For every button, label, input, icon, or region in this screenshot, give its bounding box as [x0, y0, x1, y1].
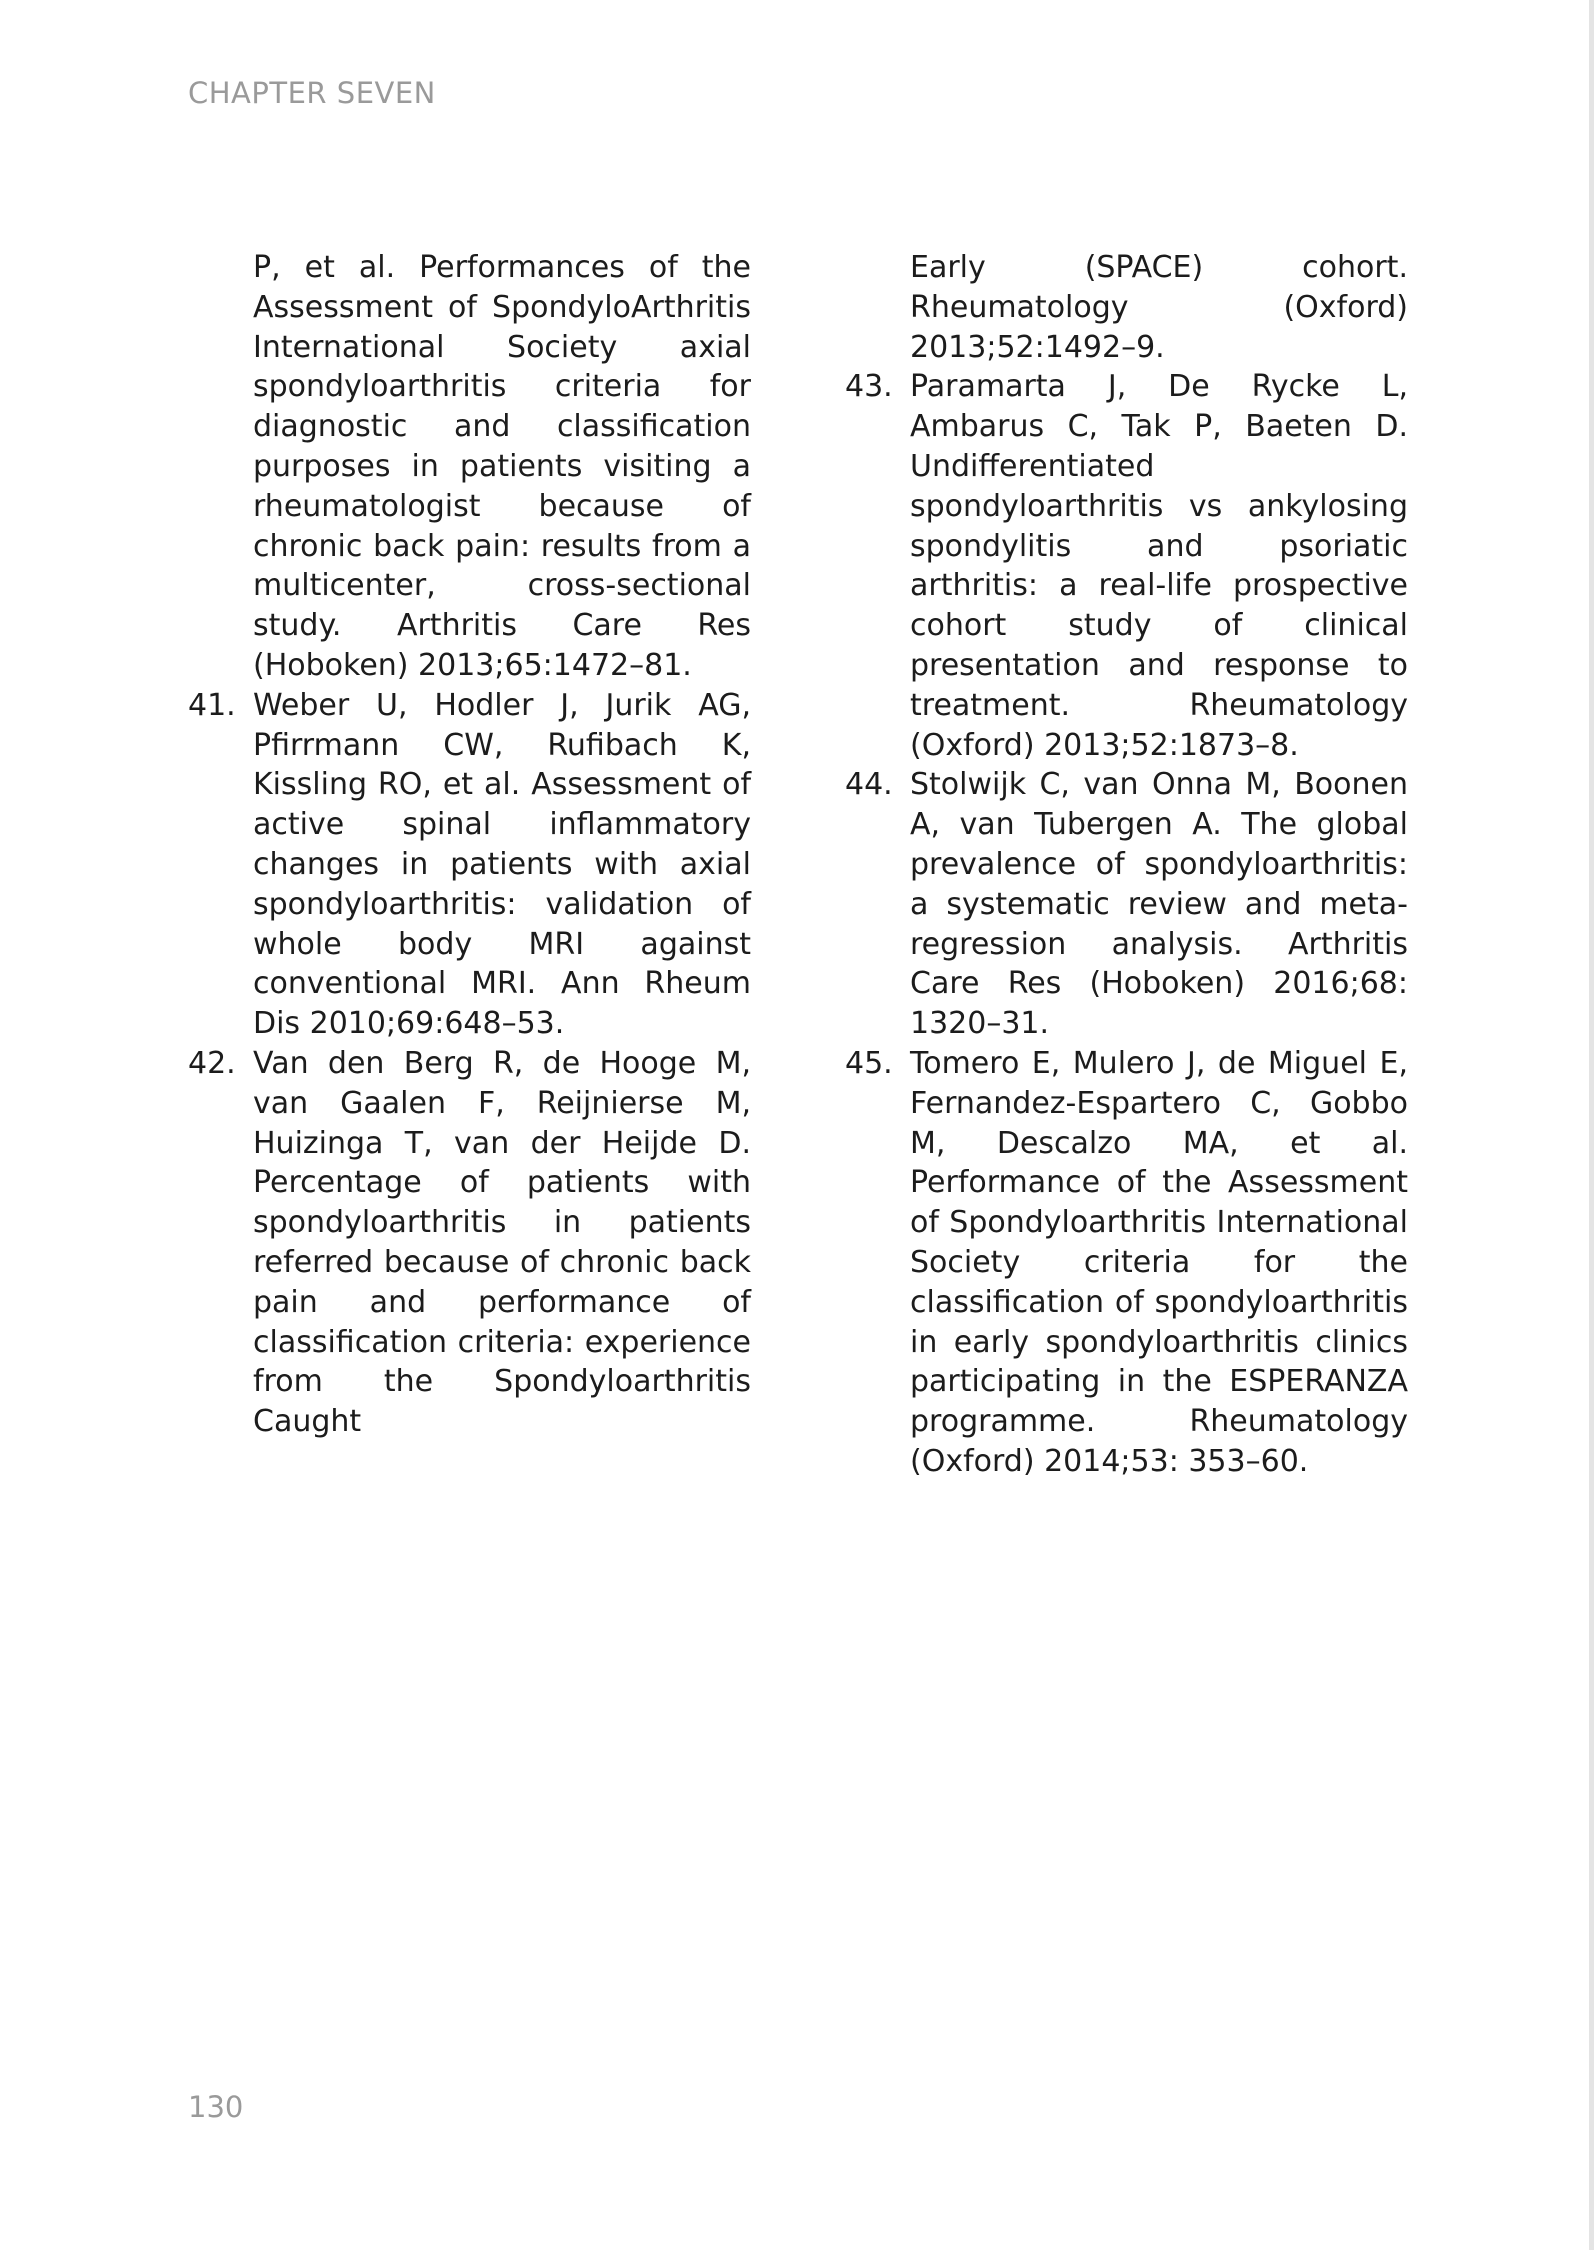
- reference-text: Weber U, Hodler J, Jurik AG, Pfirrmann CW, Rufibach K, Kissling RO, et al. Assessment of active spinal inflammatory changes in patients with axial spondyloarthritis: validation of whole body MRI against conventional MRI. Ann Rheum Dis 2010;69:648–53.: [253, 687, 751, 1042]
- reference-number: 45.: [845, 1045, 893, 1081]
- reference-number: 44.: [845, 767, 893, 803]
- page-number: 130: [188, 2090, 244, 2124]
- left-column: [188, 248, 751, 1442]
- reference-text: P, et al. Performances of the Assessment of SpondyloArthritis International Society axial spondyloarthritis criteria for diagnostic and classification purposes in patients visiting a rheumatologist because of chronic back pain: results from a multicenter, cross-sectional study. Arthritis Care Res (Hoboken) 2013;65:1472–81.: [253, 250, 751, 683]
- page-edge-strip: [1589, 0, 1594, 2250]
- running-head: CHAPTER SEVEN: [188, 76, 436, 110]
- reference-number: 41.: [188, 687, 236, 723]
- reference-text: Van den Berg R, de Hooge M, van Gaalen F, Reijnierse M, Huizinga T, van der Heijde D. Percentage of patients with spondyloarthritis in patients referred because of chronic back pain and performance of classification criteria: experience from the Spondyloarthritis Caught: [253, 1045, 751, 1440]
- right-column: [845, 248, 1408, 1482]
- reference-item: [845, 367, 1408, 765]
- reference-text: Tomero E, Mulero J, de Miguel E, Fernandez-Espartero C, Gobbo M, Descalzo MA, et al. Performance of the Assessment of Spondyloarthritis International Society criteria for the classification of spondyloarthritis in early spondyloarthritis clinics participating in the ESPERANZA programme. Rheumatology (Oxford) 2014;53: 353–60.: [910, 1045, 1408, 1479]
- reference-item: [845, 1044, 1408, 1482]
- reference-text: Stolwijk C, van Onna M, Boonen A, van Tubergen A. The global prevalence of spondyloarthritis: a systematic review and meta-regression analysis. Arthritis Care Res (Hoboken) 2016;68: 1320–31.: [910, 767, 1408, 1042]
- reference-number: 42.: [188, 1045, 236, 1081]
- reference-text: Paramarta J, De Rycke L, Ambarus C, Tak P, Baeten D. Undifferentiated spondyloarthritis vs ankylosing spondylitis and psoriatic arthritis: a real-life prospective cohort study of clinical presentation and response to treatment. Rheumatology (Oxford) 2013;52:1873–8.: [910, 369, 1408, 763]
- reference-item: [845, 765, 1408, 1044]
- reference-item: [188, 248, 751, 686]
- reference-item: [188, 686, 751, 1044]
- reference-item: [845, 248, 1408, 367]
- reference-number: 43.: [845, 369, 893, 405]
- reference-item: [188, 1044, 751, 1442]
- reference-text: Early (SPACE) cohort. Rheumatology (Oxford) 2013;52:1492–9.: [910, 250, 1408, 365]
